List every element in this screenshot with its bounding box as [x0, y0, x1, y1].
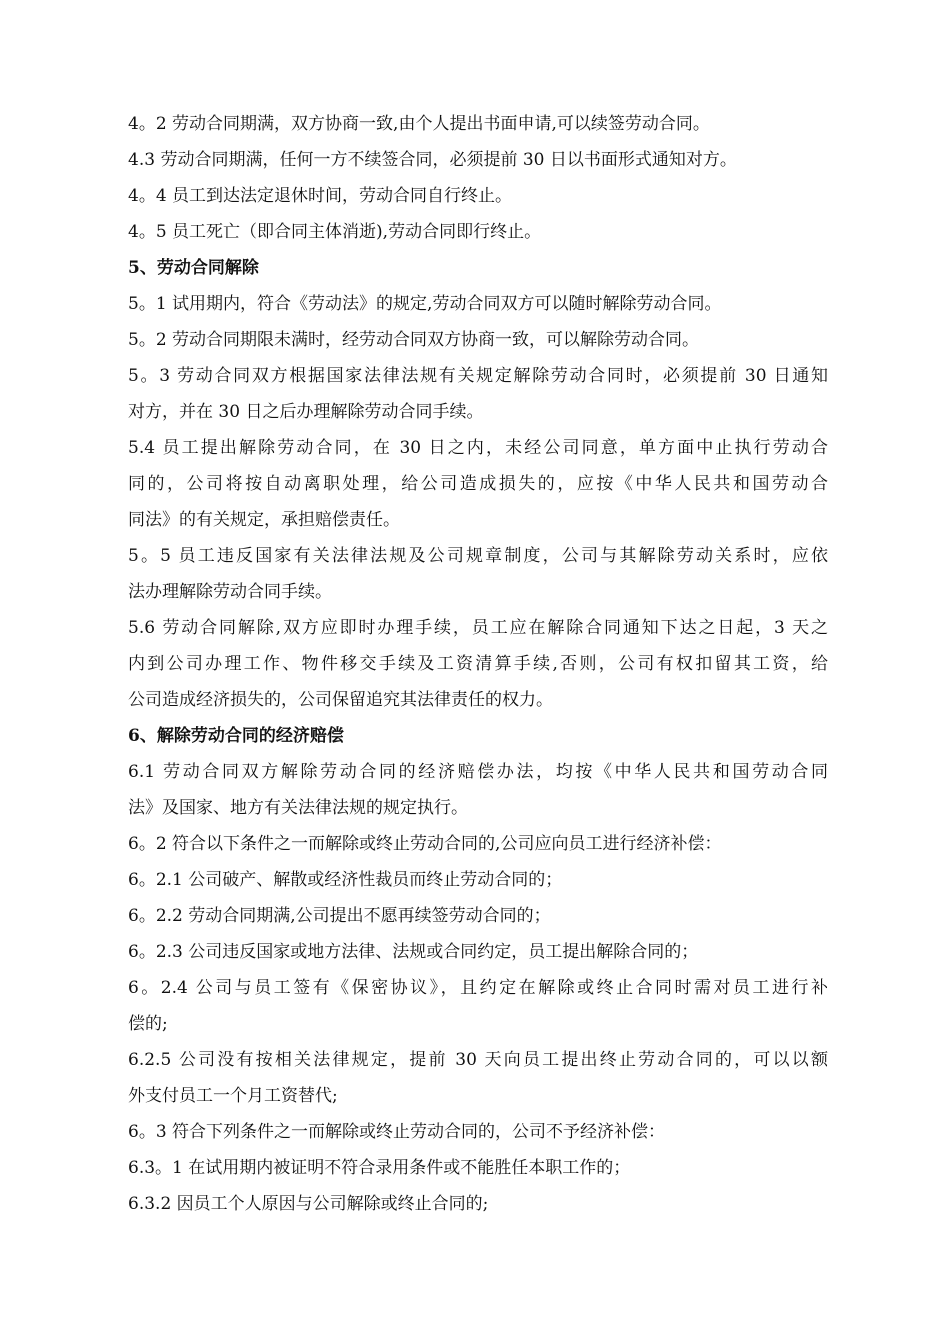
text-line: 4.3 劳动合同期满，任何一方不续签合同，必须提前 30 日以书面形式通知对方。 [128, 150, 737, 170]
text-line: 同法》的有关规定，承担赔偿责任。 [128, 510, 400, 530]
text-line: 5.4 员工提出解除劳动合同，在 30 日之内，未经公司同意，单方面中止执行劳动合 [128, 438, 828, 458]
text-line: 5。3 劳动合同双方根据国家法律法规有关规定解除劳动合同时，必须提前 30 日通知 [128, 366, 828, 386]
text-line: 6。2.1 公司破产、解散或经济性裁员而终止劳动合同的； [128, 870, 563, 890]
text-line: 6.1 劳动合同双方解除劳动合同的经济赔偿办法，均按《中华人民共和国劳动合同 [128, 762, 828, 782]
text-line: 偿的; [128, 1014, 168, 1034]
text-line: 内到公司办理工作、物件移交手续及工资清算手续,否则，公司有权扣留其工资，给 [128, 654, 828, 674]
text-line: 4。2 劳动合同期满，双方协商一致,由个人提出书面申请,可以续签劳动合同。 [128, 114, 710, 134]
text-line: 6。3 符合下列条件之一而解除或终止劳动合同的，公司不予经济补偿： [128, 1122, 666, 1142]
text-line: 外支付员工一个月工资替代; [128, 1086, 338, 1106]
text-line: 6。2 符合以下条件之一而解除或终止劳动合同的,公司应向员工进行经济补偿： [128, 834, 722, 854]
section-heading: 5、劳动合同解除 [128, 258, 259, 278]
section-heading: 6、解除劳动合同的经济赔偿 [128, 726, 344, 746]
text-line: 法》及国家、地方有关法律法规的规定执行。 [128, 798, 468, 818]
text-line: 6.3。1 在试用期内被证明不符合录用条件或不能胜任本职工作的； [128, 1158, 631, 1178]
text-line: 6。2.3 公司违反国家或地方法律、法规或合同约定，员工提出解除合同的； [128, 942, 699, 962]
text-line: 6。2.4 公司与员工签有《保密协议》，且约定在解除或终止合同时需对员工进行补 [128, 978, 828, 998]
document-body [128, 106, 828, 1222]
text-line: 4。5 员工死亡（即合同主体消逝),劳动合同即行终止。 [128, 222, 542, 242]
text-line: 5。1 试用期内，符合《劳动法》的规定,劳动合同双方可以随时解除劳动合同。 [128, 294, 722, 314]
text-line: 5。5 员工违反国家有关法律法规及公司规章制度，公司与其解除劳动关系时，应依 [128, 546, 828, 566]
text-line: 公司造成经济损失的，公司保留追究其法律责任的权力。 [128, 690, 553, 710]
text-line: 同的，公司将按自动离职处理，给公司造成损失的，应按《中华人民共和国劳动合 [128, 474, 828, 494]
text-line: 6.3.2 因员工个人原因与公司解除或终止合同的; [128, 1194, 489, 1214]
text-line: 5。2 劳动合同期限未满时，经劳动合同双方协商一致，可以解除劳动合同。 [128, 330, 700, 350]
text-line: 4。4 员工到达法定退休时间，劳动合同自行终止。 [128, 186, 513, 206]
text-line: 5.6 劳动合同解除,双方应即时办理手续，员工应在解除合同通知下达之日起，3 天之 [128, 618, 828, 638]
text-line: 对方，并在 30 日之后办理解除劳动合同手续。 [128, 402, 484, 422]
document-page [128, 106, 828, 1222]
text-line: 6.2.5 公司没有按相关法律规定，提前 30 天向员工提出终止劳动合同的，可以以额 [128, 1050, 828, 1070]
text-line: 6。2.2 劳动合同期满,公司提出不愿再续签劳动合同的； [128, 906, 551, 926]
text-line: 法办理解除劳动合同手续。 [128, 582, 332, 602]
